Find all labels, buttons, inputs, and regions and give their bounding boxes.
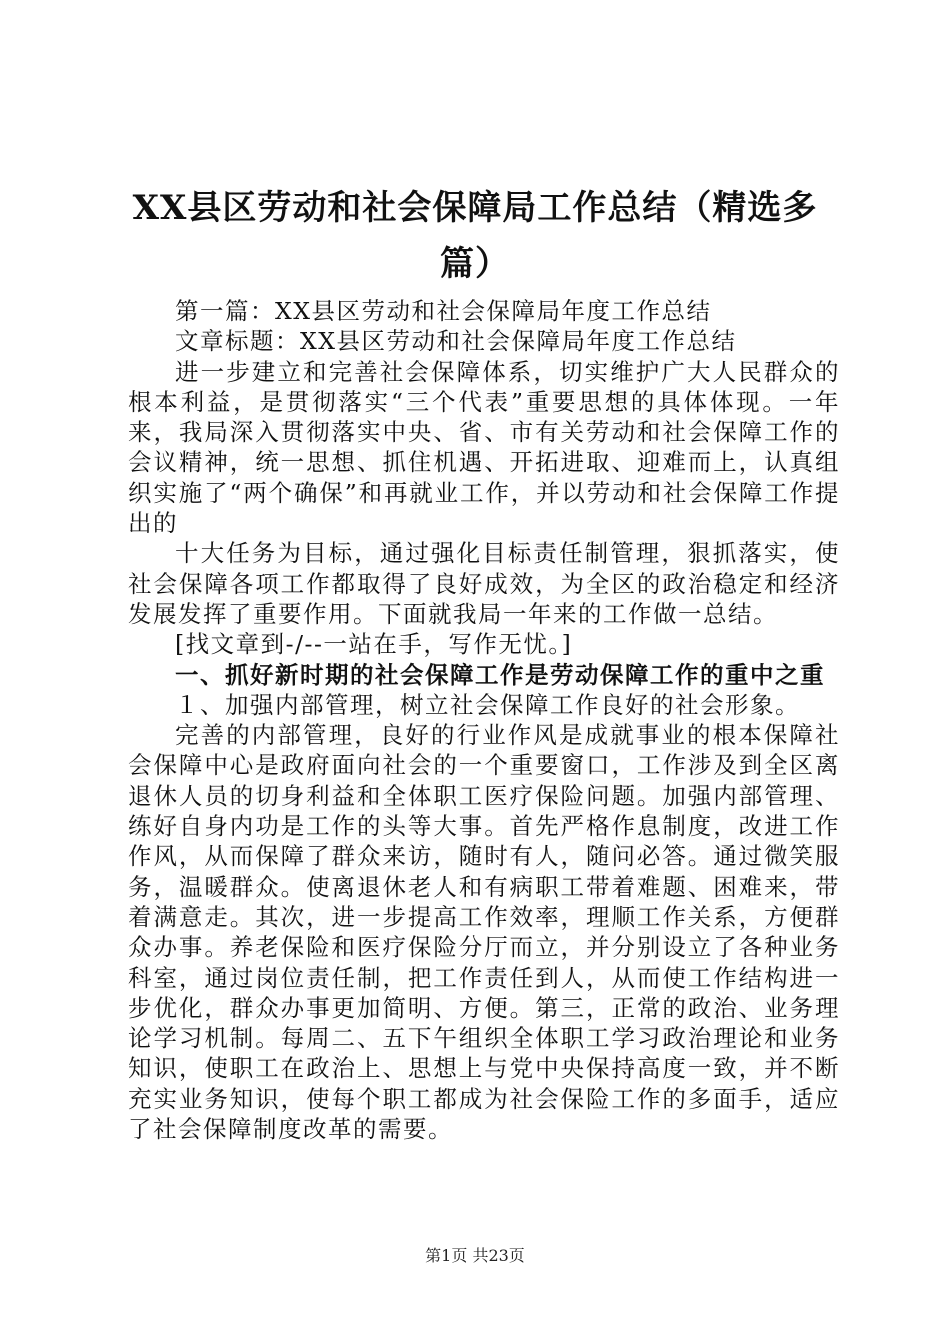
section-title-1: 第一篇：XX县区劳动和社会保障局年度工作总结 — [175, 297, 712, 325]
heading-part-1: 一、抓好新时期的社会保障工作是劳动保障工作的重中之重 — [175, 660, 825, 689]
article-title-line: 文章标题：XX县区劳动和社会保障局年度工作总结 — [175, 327, 737, 356]
document-title: XX县区劳动和社会保障局工作总结（精选多篇） — [132, 188, 818, 284]
goals-paragraph: 十大任务为目标，通过强化目标责任制管理，狠抓落实，使社会保障各项工作都取得了良好成效，为全区的政治稳定和经济发展发挥了重要作用。下面就我局一年来的工作做一总结。 — [128, 539, 840, 628]
document-body — [128, 296, 840, 1144]
page-footer: 第1页 共23页 — [425, 1246, 525, 1265]
intro-paragraph: 进一步建立和完善社会保障体系，切实维护广大人民群众的根本利益，是贯彻落实“三个代表”重要思想的具体体现。一年来，我局深入贯彻落实中央、省、市有关劳动和社会保障工作的会议精神，统一思想、抓住机遇、开拓进取、迎难而上，认真组织实施了“两个确保”和再就业工作，并以劳动和社会保障工作提出的 — [128, 357, 840, 538]
management-paragraph: 完善的内部管理，良好的行业作风是成就事业的根本保障社会保障中心是政府面向社会的一个重要窗口，工作涉及到全区离退休人员的切身利益和全体职工医疗保险问题。加强内部管理、练好自身内功是工作的头等大事。首先严格作息制度，改进工作作风，从而保障了群众来访，随时有人，随问必答。通过微笑服务，温暖群众。使离退休老人和有病职工带着难题、困难来，带着满意走。其次，进一步提高工作效率，理顺工作关系，方便群众办事。养老保险和医疗保险分厅而立，并分别设立了各种业务科室，通过岗位责任制，把工作责任到人，从而使工作结构进一步优化，群众办事更加简明、方便。第三，正常的政治、业务理论学习机制。每周二、五下午组织全体职工学习政治理论和业务知识，使职工在政治上、思想上与党中央保持高度一致，并不断充实业务知识，使每个职工都成为社会保险工作的多面手，适应了社会保障制度改革的需要。 — [128, 721, 840, 1144]
site-note: [找文章到-/--一站在手，写作无忧。] — [175, 630, 573, 659]
subheading-1: １、加强内部管理，树立社会保障工作良好的社会形象。 — [175, 690, 800, 719]
